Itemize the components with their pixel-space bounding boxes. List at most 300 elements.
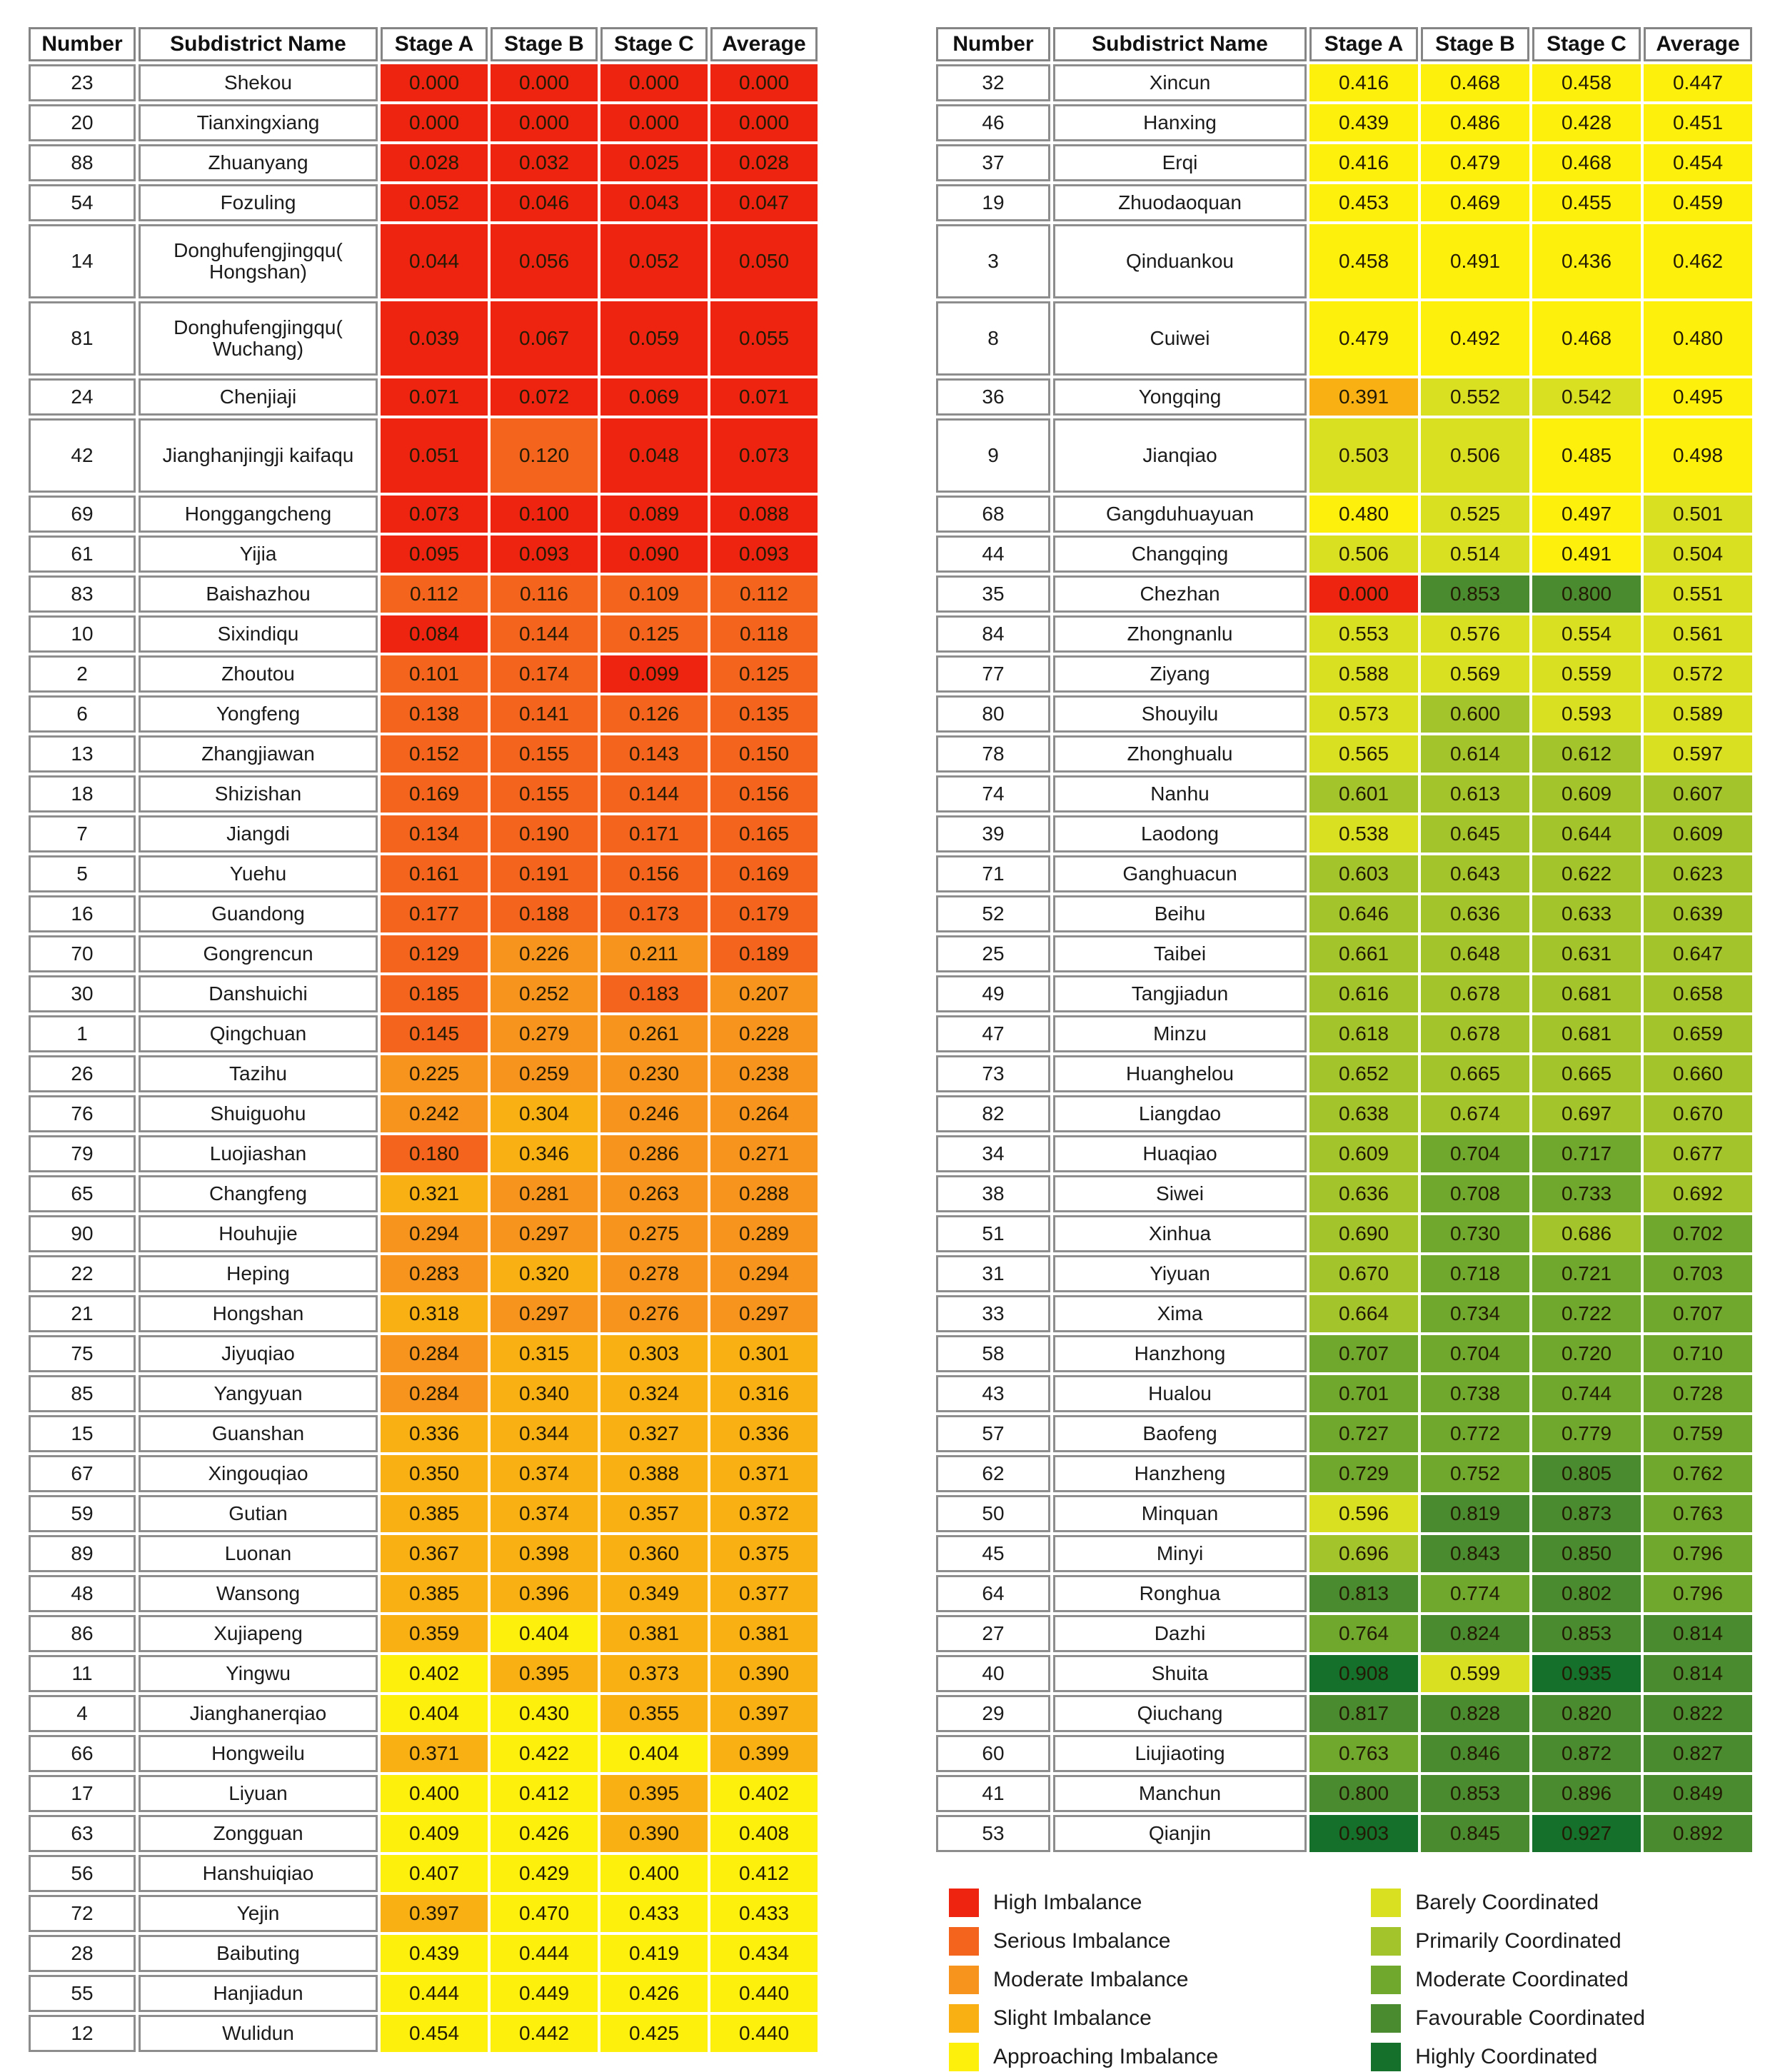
table-row — [936, 418, 1752, 493]
value-cell-stage-a: 0.084 — [381, 615, 488, 653]
legend-label: Serious Imbalance — [993, 1929, 1171, 1953]
value-cell-stage-b: 0.422 — [491, 1735, 598, 1772]
subdistrict-name-cell: Qianjin — [1053, 1815, 1307, 1852]
value-cell-average: 0.459 — [1644, 184, 1752, 221]
subdistrict-name-cell: Laodong — [1053, 815, 1307, 853]
number-cell: 22 — [29, 1255, 136, 1292]
value-cell-stage-c: 0.404 — [600, 1735, 708, 1772]
number-cell: 40 — [936, 1655, 1050, 1692]
table-row — [936, 975, 1752, 1012]
number-cell: 74 — [936, 775, 1050, 813]
value-cell-stage-c: 0.263 — [600, 1175, 708, 1212]
number-cell: 20 — [29, 104, 136, 141]
value-cell-stage-a: 0.185 — [381, 975, 488, 1012]
value-cell-stage-a: 0.371 — [381, 1735, 488, 1772]
subdistrict-name-cell: Ziyang — [1053, 655, 1307, 693]
number-cell: 7 — [29, 815, 136, 853]
value-cell-average: 0.000 — [710, 104, 818, 141]
number-cell: 33 — [936, 1295, 1050, 1332]
value-cell-stage-c: 0.052 — [600, 224, 708, 298]
number-cell: 4 — [29, 1695, 136, 1732]
value-cell-stage-b: 0.429 — [491, 1855, 598, 1892]
value-cell-average: 0.480 — [1644, 301, 1752, 376]
value-cell-average: 0.408 — [710, 1815, 818, 1852]
table-row — [29, 378, 818, 416]
table-row — [29, 1775, 818, 1812]
table-row — [936, 1135, 1752, 1172]
value-cell-stage-b: 0.374 — [491, 1455, 598, 1492]
value-cell-stage-c: 0.800 — [1532, 575, 1641, 613]
value-cell-stage-c: 0.043 — [600, 184, 708, 221]
value-cell-stage-c: 0.436 — [1532, 224, 1641, 298]
value-cell-stage-c: 0.025 — [600, 144, 708, 181]
value-cell-stage-b: 0.734 — [1421, 1295, 1529, 1332]
value-cell-average: 0.228 — [710, 1015, 818, 1052]
value-cell-stage-a: 0.652 — [1309, 1055, 1418, 1092]
value-cell-stage-b: 0.315 — [491, 1335, 598, 1372]
subdistrict-name-cell: Hanzhong — [1053, 1335, 1307, 1372]
table-row — [29, 224, 818, 298]
value-cell-stage-a: 0.479 — [1309, 301, 1418, 376]
column-header-subdistrict-name-right: Subdistrict Name — [1053, 27, 1307, 61]
subdistrict-name-cell: Hanjiadun — [139, 1975, 378, 2012]
legend-swatch-icon — [1371, 2004, 1401, 2033]
legend-label: High Imbalance — [993, 1891, 1142, 1914]
value-cell-average: 0.397 — [710, 1695, 818, 1732]
value-cell-stage-a: 0.696 — [1309, 1535, 1418, 1572]
number-cell: 29 — [936, 1695, 1050, 1732]
value-cell-stage-c: 0.349 — [600, 1575, 708, 1612]
subdistrict-name-cell: Qinduankou — [1053, 224, 1307, 298]
table-row — [936, 1055, 1752, 1092]
number-cell: 48 — [29, 1575, 136, 1612]
value-cell-stage-b: 0.479 — [1421, 144, 1529, 181]
value-cell-stage-c: 0.559 — [1532, 655, 1641, 693]
value-cell-stage-a: 0.180 — [381, 1135, 488, 1172]
number-cell: 37 — [936, 144, 1050, 181]
subdistrict-name-cell: Gongrencun — [139, 935, 378, 972]
value-cell-stage-a: 0.095 — [381, 535, 488, 573]
table-row — [29, 184, 818, 221]
number-cell: 50 — [936, 1495, 1050, 1532]
value-cell-stage-c: 0.872 — [1532, 1735, 1641, 1772]
value-cell-stage-a: 0.763 — [1309, 1735, 1418, 1772]
value-cell-stage-a: 0.800 — [1309, 1775, 1418, 1812]
subdistrict-name-cell: Heping — [139, 1255, 378, 1292]
value-cell-stage-b: 0.643 — [1421, 855, 1529, 892]
value-cell-stage-b: 0.190 — [491, 815, 598, 853]
value-cell-stage-b: 0.000 — [491, 104, 598, 141]
value-cell-stage-b: 0.093 — [491, 535, 598, 573]
legend-label: Moderate Coordinated — [1415, 1968, 1629, 1991]
subdistrict-name-cell: Qingchuan — [139, 1015, 378, 1052]
value-cell-average: 0.434 — [710, 1935, 818, 1972]
value-cell-stage-b: 0.141 — [491, 695, 598, 733]
column-header-stage-a-left: Stage A — [381, 27, 488, 61]
number-cell: 1 — [29, 1015, 136, 1052]
number-cell: 21 — [29, 1295, 136, 1332]
value-cell-average: 0.264 — [710, 1095, 818, 1132]
value-cell-stage-b: 0.000 — [491, 64, 598, 101]
legend-label: Favourable Coordinated — [1415, 2006, 1646, 2030]
value-cell-average: 0.647 — [1644, 935, 1752, 972]
value-cell-average: 0.495 — [1644, 378, 1752, 416]
value-cell-stage-a: 0.813 — [1309, 1575, 1418, 1612]
value-cell-stage-b: 0.600 — [1421, 695, 1529, 733]
value-cell-average: 0.377 — [710, 1575, 818, 1612]
value-cell-stage-a: 0.134 — [381, 815, 488, 853]
value-cell-average: 0.796 — [1644, 1575, 1752, 1612]
value-cell-average: 0.759 — [1644, 1415, 1752, 1452]
value-cell-stage-c: 0.744 — [1532, 1375, 1641, 1412]
subdistrict-table-right — [933, 24, 1755, 1855]
number-cell: 58 — [936, 1335, 1050, 1372]
value-cell-stage-a: 0.439 — [1309, 104, 1418, 141]
value-cell-stage-a: 0.152 — [381, 735, 488, 773]
number-cell: 66 — [29, 1735, 136, 1772]
value-cell-stage-a: 0.701 — [1309, 1375, 1418, 1412]
subdistrict-name-cell: Hongshan — [139, 1295, 378, 1332]
number-cell: 10 — [29, 615, 136, 653]
number-cell: 68 — [936, 496, 1050, 533]
value-cell-stage-a: 0.073 — [381, 496, 488, 533]
table-row — [29, 575, 818, 613]
value-cell-stage-a: 0.404 — [381, 1695, 488, 1732]
subdistrict-name-cell: Houhujie — [139, 1215, 378, 1252]
subdistrict-name-cell: Huanghelou — [1053, 1055, 1307, 1092]
value-cell-stage-a: 0.101 — [381, 655, 488, 693]
subdistrict-name-cell: Dazhi — [1053, 1615, 1307, 1652]
value-cell-stage-b: 0.046 — [491, 184, 598, 221]
value-cell-stage-c: 0.355 — [600, 1695, 708, 1732]
value-cell-stage-a: 0.729 — [1309, 1455, 1418, 1492]
number-cell: 8 — [936, 301, 1050, 376]
value-cell-stage-a: 0.439 — [381, 1935, 488, 1972]
value-cell-average: 0.796 — [1644, 1535, 1752, 1572]
subdistrict-name-cell: Minyi — [1053, 1535, 1307, 1572]
value-cell-stage-b: 0.346 — [491, 1135, 598, 1172]
value-cell-stage-a: 0.618 — [1309, 1015, 1418, 1052]
number-cell: 24 — [29, 378, 136, 416]
value-cell-stage-c: 0.419 — [600, 1935, 708, 1972]
value-cell-stage-a: 0.397 — [381, 1895, 488, 1932]
table-row — [29, 895, 818, 932]
value-cell-stage-c: 0.183 — [600, 975, 708, 1012]
table-row — [936, 1335, 1752, 1372]
value-cell-stage-b: 0.845 — [1421, 1815, 1529, 1852]
value-cell-stage-a: 0.636 — [1309, 1175, 1418, 1212]
subdistrict-name-cell: Jianghanerqiao — [139, 1695, 378, 1732]
value-cell-stage-b: 0.226 — [491, 935, 598, 972]
number-cell: 27 — [936, 1615, 1050, 1652]
subdistrict-name-cell: Chenjiaji — [139, 378, 378, 416]
subdistrict-name-cell: Honggangcheng — [139, 496, 378, 533]
subdistrict-name-cell: Jianghanjingji kaifaqu — [139, 418, 378, 493]
value-cell-average: 0.660 — [1644, 1055, 1752, 1092]
value-cell-average: 0.504 — [1644, 535, 1752, 573]
table-row — [29, 655, 818, 693]
table-row — [29, 301, 818, 376]
value-cell-stage-c: 0.090 — [600, 535, 708, 573]
table-row — [936, 184, 1752, 221]
value-cell-stage-c: 0.357 — [600, 1495, 708, 1532]
table-row — [29, 1495, 818, 1532]
subdistrict-name-cell: Yiyuan — [1053, 1255, 1307, 1292]
value-cell-stage-c: 0.717 — [1532, 1135, 1641, 1172]
value-cell-stage-b: 0.704 — [1421, 1335, 1529, 1372]
value-cell-average: 0.501 — [1644, 496, 1752, 533]
value-cell-stage-c: 0.491 — [1532, 535, 1641, 573]
number-cell: 72 — [29, 1895, 136, 1932]
value-cell-stage-c: 0.720 — [1532, 1335, 1641, 1372]
subdistrict-name-cell: Danshuichi — [139, 975, 378, 1012]
column-header-stage-b-right: Stage B — [1421, 27, 1529, 61]
table-row — [29, 1095, 818, 1132]
value-cell-stage-c: 0.554 — [1532, 615, 1641, 653]
legend-swatch-icon — [1371, 1966, 1401, 1994]
legend-swatch-icon — [949, 2043, 979, 2071]
subdistrict-name-cell: Zhuodaoquan — [1053, 184, 1307, 221]
value-cell-stage-b: 0.304 — [491, 1095, 598, 1132]
value-cell-stage-c: 0.211 — [600, 935, 708, 972]
value-cell-stage-b: 0.395 — [491, 1655, 598, 1692]
value-cell-average: 0.814 — [1644, 1655, 1752, 1692]
column-header-number-right: Number — [936, 27, 1050, 61]
value-cell-stage-c: 0.000 — [600, 104, 708, 141]
value-cell-stage-c: 0.622 — [1532, 855, 1641, 892]
subdistrict-name-cell: Liangdao — [1053, 1095, 1307, 1132]
value-cell-stage-c: 0.542 — [1532, 378, 1641, 416]
number-cell: 88 — [29, 144, 136, 181]
subdistrict-name-cell: Zhangjiawan — [139, 735, 378, 773]
value-cell-stage-a: 0.596 — [1309, 1495, 1418, 1532]
column-header-stage-c-left: Stage C — [600, 27, 708, 61]
value-cell-stage-a: 0.616 — [1309, 975, 1418, 1012]
value-cell-stage-c: 0.631 — [1532, 935, 1641, 972]
subdistrict-name-cell: Liyuan — [139, 1775, 378, 1812]
subdistrict-name-cell: Minzu — [1053, 1015, 1307, 1052]
table-row — [29, 1655, 818, 1692]
value-cell-stage-b: 0.853 — [1421, 575, 1529, 613]
value-cell-stage-b: 0.853 — [1421, 1775, 1529, 1812]
value-cell-average: 0.670 — [1644, 1095, 1752, 1132]
number-cell: 53 — [936, 1815, 1050, 1852]
table-row — [29, 1455, 818, 1492]
value-cell-stage-b: 0.843 — [1421, 1535, 1529, 1572]
table-row — [29, 418, 818, 493]
table-row — [936, 775, 1752, 813]
value-cell-stage-a: 0.350 — [381, 1455, 488, 1492]
value-cell-stage-a: 0.553 — [1309, 615, 1418, 653]
value-cell-average: 0.093 — [710, 535, 818, 573]
table-row — [936, 1775, 1752, 1812]
number-cell: 57 — [936, 1415, 1050, 1452]
value-cell-stage-b: 0.492 — [1421, 301, 1529, 376]
value-cell-stage-c: 0.665 — [1532, 1055, 1641, 1092]
value-cell-stage-b: 0.738 — [1421, 1375, 1529, 1412]
value-cell-average: 0.372 — [710, 1495, 818, 1532]
table-row — [29, 1335, 818, 1372]
value-cell-average: 0.677 — [1644, 1135, 1752, 1172]
value-cell-stage-a: 0.664 — [1309, 1295, 1418, 1332]
value-cell-stage-b: 0.056 — [491, 224, 598, 298]
value-cell-stage-b: 0.468 — [1421, 64, 1529, 101]
subdistrict-name-cell: Wansong — [139, 1575, 378, 1612]
value-cell-average: 0.297 — [710, 1295, 818, 1332]
subdistrict-name-cell: Minquan — [1053, 1495, 1307, 1532]
table-row — [29, 64, 818, 101]
value-cell-average: 0.375 — [710, 1535, 818, 1572]
table-row — [936, 1695, 1752, 1732]
legend-item-high-imbalance — [949, 1888, 1218, 1918]
legend-item-favourable-coordinated — [1371, 2003, 1645, 2033]
subdistrict-name-cell: Gangduhuayuan — [1053, 496, 1307, 533]
value-cell-stage-c: 0.286 — [600, 1135, 708, 1172]
value-cell-stage-b: 0.259 — [491, 1055, 598, 1092]
number-cell: 77 — [936, 655, 1050, 693]
value-cell-stage-c: 0.109 — [600, 575, 708, 613]
subdistrict-name-cell: Yongqing — [1053, 378, 1307, 416]
legend-column — [949, 1888, 1218, 2072]
value-cell-stage-b: 0.678 — [1421, 1015, 1529, 1052]
value-cell-stage-b: 0.252 — [491, 975, 598, 1012]
value-cell-stage-c: 0.275 — [600, 1215, 708, 1252]
number-cell: 28 — [29, 1935, 136, 1972]
subdistrict-name-cell: Yejin — [139, 1895, 378, 1932]
number-cell: 76 — [29, 1095, 136, 1132]
value-cell-stage-a: 0.145 — [381, 1015, 488, 1052]
number-cell: 32 — [936, 64, 1050, 101]
table-row — [29, 975, 818, 1012]
subdistrict-name-cell: Erqi — [1053, 144, 1307, 181]
table-row — [29, 1215, 818, 1252]
value-cell-stage-a: 0.336 — [381, 1415, 488, 1452]
legend-label: Barely Coordinated — [1415, 1891, 1599, 1914]
legend-swatch-icon — [1371, 2043, 1401, 2071]
value-cell-stage-c: 0.850 — [1532, 1535, 1641, 1572]
subdistrict-name-cell: Baishazhou — [139, 575, 378, 613]
value-cell-average: 0.402 — [710, 1775, 818, 1812]
value-cell-average: 0.561 — [1644, 615, 1752, 653]
subdistrict-name-cell: Shizishan — [139, 775, 378, 813]
table-row — [936, 535, 1752, 573]
value-cell-stage-c: 0.468 — [1532, 144, 1641, 181]
subdistrict-name-cell: Yingwu — [139, 1655, 378, 1692]
value-cell-stage-a: 0.538 — [1309, 815, 1418, 853]
table-row — [936, 1495, 1752, 1532]
value-cell-stage-c: 0.485 — [1532, 418, 1641, 493]
value-cell-stage-a: 0.690 — [1309, 1215, 1418, 1252]
subdistrict-name-cell: Yongfeng — [139, 695, 378, 733]
table-row — [936, 378, 1752, 416]
value-cell-stage-b: 0.469 — [1421, 184, 1529, 221]
value-cell-stage-a: 0.407 — [381, 1855, 488, 1892]
value-cell-stage-c: 0.468 — [1532, 301, 1641, 376]
value-cell-stage-a: 0.609 — [1309, 1135, 1418, 1172]
number-cell: 64 — [936, 1575, 1050, 1612]
value-cell-average: 0.316 — [710, 1375, 818, 1412]
value-cell-stage-b: 0.506 — [1421, 418, 1529, 493]
subdistrict-name-cell: Gutian — [139, 1495, 378, 1532]
value-cell-stage-c: 0.143 — [600, 735, 708, 773]
value-cell-stage-c: 0.896 — [1532, 1775, 1641, 1812]
table-row — [29, 1575, 818, 1612]
number-cell: 80 — [936, 695, 1050, 733]
value-cell-stage-a: 0.444 — [381, 1975, 488, 2012]
value-cell-stage-b: 0.032 — [491, 144, 598, 181]
table-row — [936, 1735, 1752, 1772]
value-cell-stage-c: 0.125 — [600, 615, 708, 653]
subdistrict-name-cell: Wulidun — [139, 2015, 378, 2052]
subdistrict-name-cell: Fozuling — [139, 184, 378, 221]
table-row — [936, 496, 1752, 533]
table-row — [29, 1815, 818, 1852]
value-cell-stage-a: 0.044 — [381, 224, 488, 298]
value-cell-stage-a: 0.661 — [1309, 935, 1418, 972]
value-cell-average: 0.112 — [710, 575, 818, 613]
table-row — [29, 1695, 818, 1732]
value-cell-stage-c: 0.246 — [600, 1095, 708, 1132]
value-cell-stage-a: 0.177 — [381, 895, 488, 932]
number-cell: 18 — [29, 775, 136, 813]
table-row — [29, 775, 818, 813]
value-cell-stage-c: 0.733 — [1532, 1175, 1641, 1212]
value-cell-average: 0.156 — [710, 775, 818, 813]
value-cell-stage-c: 0.276 — [600, 1295, 708, 1332]
number-cell: 78 — [936, 735, 1050, 773]
value-cell-stage-a: 0.903 — [1309, 1815, 1418, 1852]
value-cell-stage-b: 0.297 — [491, 1215, 598, 1252]
value-cell-average: 0.125 — [710, 655, 818, 693]
table-row — [29, 1255, 818, 1292]
table-row — [936, 144, 1752, 181]
value-cell-stage-a: 0.000 — [1309, 575, 1418, 613]
value-cell-average: 0.165 — [710, 815, 818, 853]
value-cell-stage-c: 0.935 — [1532, 1655, 1641, 1692]
subdistrict-name-cell: Zhuanyang — [139, 144, 378, 181]
value-cell-stage-b: 0.144 — [491, 615, 598, 653]
subdistrict-name-cell: Hualou — [1053, 1375, 1307, 1412]
value-cell-stage-b: 0.188 — [491, 895, 598, 932]
table-row — [29, 1615, 818, 1652]
subdistrict-name-cell: Huaqiao — [1053, 1135, 1307, 1172]
value-cell-stage-a: 0.573 — [1309, 695, 1418, 733]
number-cell: 41 — [936, 1775, 1050, 1812]
table-row — [29, 144, 818, 181]
value-cell-stage-b: 0.730 — [1421, 1215, 1529, 1252]
value-cell-stage-a: 0.764 — [1309, 1615, 1418, 1652]
value-cell-stage-c: 0.433 — [600, 1895, 708, 1932]
legend-item-slight-imbalance — [949, 2003, 1218, 2033]
number-cell: 31 — [936, 1255, 1050, 1292]
value-cell-average: 0.289 — [710, 1215, 818, 1252]
subdistrict-name-cell: Guandong — [139, 895, 378, 932]
value-cell-stage-a: 0.129 — [381, 935, 488, 972]
legend-swatch-icon — [1371, 1927, 1401, 1956]
table-row — [29, 1895, 818, 1932]
number-cell: 82 — [936, 1095, 1050, 1132]
value-cell-average: 0.589 — [1644, 695, 1752, 733]
value-cell-average: 0.440 — [710, 2015, 818, 2052]
subdistrict-name-cell: Hongweilu — [139, 1735, 378, 1772]
number-cell: 65 — [29, 1175, 136, 1212]
value-cell-stage-a: 0.601 — [1309, 775, 1418, 813]
value-cell-average: 0.702 — [1644, 1215, 1752, 1252]
number-cell: 26 — [29, 1055, 136, 1092]
table-row — [29, 1135, 818, 1172]
subdistrict-name-cell: Xinhua — [1053, 1215, 1307, 1252]
subdistrict-name-cell: Xima — [1053, 1295, 1307, 1332]
